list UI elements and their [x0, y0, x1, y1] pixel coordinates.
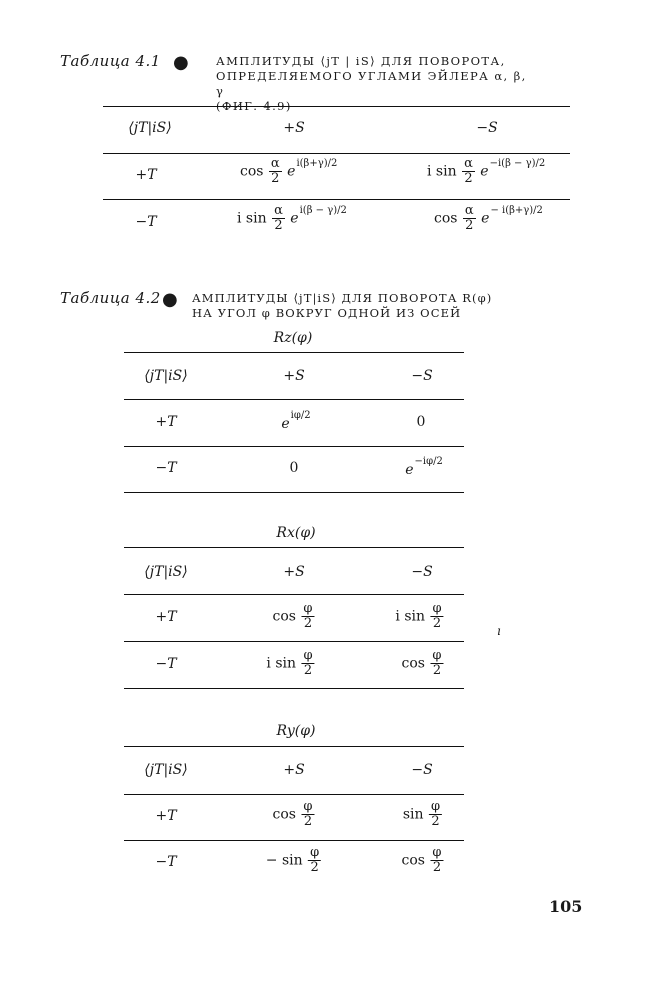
row-label: −T: [135, 214, 157, 230]
amplitude-cell: [240, 157, 337, 186]
header-cell: +S: [283, 120, 305, 136]
header-cell: −S: [411, 368, 433, 384]
fraction-denominator: 2: [303, 663, 313, 678]
fraction-denominator: 2: [310, 860, 319, 875]
exp-base: e: [405, 462, 414, 478]
fraction-numerator: φ: [432, 845, 442, 860]
fraction: [301, 602, 314, 631]
row-label: +T: [155, 609, 177, 625]
fraction-numerator: φ: [431, 799, 441, 814]
func-text: sin: [402, 806, 424, 823]
rz-heading: Rz(φ): [273, 330, 313, 346]
row-label: +T: [155, 414, 177, 430]
fraction: [301, 800, 314, 829]
func-text: i sin: [395, 608, 426, 625]
fraction: [269, 157, 282, 186]
table-4-2-title: [192, 291, 512, 321]
table-4-2-label: Таблица 4.2: [60, 289, 161, 307]
func-text: cos: [401, 852, 425, 869]
header-cell: ⟨jT|iS⟩: [144, 368, 188, 384]
fraction: [430, 649, 443, 678]
exponent: −iφ/2: [414, 456, 443, 467]
exp-base: e: [281, 416, 290, 432]
page-number: 105: [549, 897, 583, 916]
fraction-denominator: 2: [464, 171, 473, 186]
fraction-denominator: 2: [432, 663, 442, 678]
fraction: [463, 204, 476, 233]
fraction-denominator: 2: [303, 814, 313, 829]
fraction: [429, 800, 442, 829]
header-cell: +S: [283, 564, 305, 580]
table-4-1-title-line: ОПРЕДЕЛЯЕМОГО УГЛАМИ ЭЙЛЕРА α, β, γ: [216, 69, 527, 98]
fraction-denominator: 2: [432, 616, 442, 631]
table-rule: [124, 547, 464, 548]
row-label: −T: [155, 854, 177, 870]
row-label: −T: [155, 656, 177, 672]
fraction-numerator: φ: [303, 648, 313, 663]
fraction-numerator: α: [274, 203, 283, 218]
func-text: cos: [272, 806, 296, 823]
exp-base: e: [481, 210, 490, 227]
table-rule: [124, 688, 464, 689]
fraction: [462, 157, 475, 186]
amplitude-cell: [401, 846, 444, 875]
table-rule: [124, 840, 464, 841]
header-cell: −S: [476, 120, 498, 136]
fraction-numerator: φ: [303, 601, 313, 616]
row-label: +T: [155, 808, 177, 824]
amplitude-cell: 0: [289, 460, 299, 476]
func-text: cos: [240, 163, 264, 180]
table-rule: [124, 399, 464, 400]
table-rule: [103, 106, 570, 107]
fraction-denominator: 2: [271, 171, 280, 186]
amplitude-cell: [434, 204, 543, 233]
table-4-2-title-line: АМПЛИТУДЫ ⟨jT|iS⟩ ДЛЯ ПОВОРОТА R(φ): [192, 291, 493, 305]
table-rule: [124, 794, 464, 795]
fraction-numerator: φ: [303, 799, 313, 814]
table-4-1-title-line: АМПЛИТУДЫ ⟨jT | iS⟩ ДЛЯ ПОВОРОТА,: [216, 54, 506, 68]
func-text: i sin: [266, 655, 297, 672]
amplitude-cell: [237, 204, 347, 233]
func-text: i sin: [427, 163, 457, 180]
exponent: i(β − γ)/2: [299, 204, 347, 216]
exponent: iφ/2: [290, 410, 311, 421]
fraction-denominator: 2: [431, 814, 440, 829]
table-4-1-label: Таблица 4.1: [60, 52, 161, 70]
table-rule: [124, 492, 464, 493]
func-text: cos: [434, 210, 458, 227]
bullet-icon: ●: [173, 52, 189, 73]
header-cell: ⟨jT|iS⟩: [144, 564, 188, 580]
func-text: cos: [401, 655, 425, 672]
row-label: +T: [135, 167, 157, 183]
fraction-numerator: α: [464, 203, 474, 218]
bullet-icon: ●: [162, 289, 178, 310]
func-text: − sin: [265, 852, 303, 869]
func-text: cos: [272, 608, 296, 625]
table-rule: [124, 746, 464, 747]
table-rule: [124, 594, 464, 595]
header-cell: ⟨jT|iS⟩: [128, 120, 172, 136]
amplitude-cell: [272, 800, 315, 829]
fraction-numerator: φ: [432, 601, 442, 616]
func-text: i sin: [237, 210, 267, 227]
amplitude-cell: [427, 157, 545, 186]
exponent: − i(β+γ)/2: [490, 204, 543, 216]
row-label: −T: [155, 460, 177, 476]
fraction: [308, 846, 321, 875]
exp-base: e: [290, 210, 299, 227]
fraction-denominator: 2: [432, 860, 442, 875]
fraction: [301, 649, 314, 678]
amplitude-cell: [272, 602, 315, 631]
header-cell: +S: [283, 368, 305, 384]
table-rule: [124, 352, 464, 353]
rx-heading: Rx(φ): [276, 525, 316, 541]
fraction: [272, 204, 285, 233]
table-rule: [124, 641, 464, 642]
stray-mark: ı: [497, 624, 501, 638]
amplitude-cell: [403, 800, 443, 829]
header-cell: −S: [411, 564, 433, 580]
amplitude-cell: [266, 649, 315, 678]
fraction-numerator: α: [464, 156, 473, 171]
fraction-denominator: 2: [303, 616, 313, 631]
header-cell: ⟨jT|iS⟩: [144, 762, 188, 778]
fraction-numerator: φ: [432, 648, 442, 663]
ry-heading: Ry(φ): [276, 723, 316, 739]
fraction-denominator: 2: [274, 218, 283, 233]
fraction: [430, 602, 443, 631]
amplitude-cell: 0: [416, 414, 426, 430]
fraction: [430, 846, 443, 875]
fraction-denominator: 2: [465, 218, 474, 233]
header-cell: −S: [411, 762, 433, 778]
exp-base: e: [480, 163, 489, 180]
amplitude-cell: [395, 602, 444, 631]
table-rule: [124, 446, 464, 447]
amplitude-cell: [266, 846, 322, 875]
table-4-2-title-line: НА УГОЛ φ ВОКРУГ ОДНОЙ ИЗ ОСЕЙ: [192, 306, 462, 320]
amplitude-cell: [401, 649, 444, 678]
table-4-1-title-line: (ФИГ. 4.9): [216, 99, 292, 113]
exp-base: e: [287, 163, 296, 180]
table-rule: [103, 153, 570, 154]
fraction-numerator: φ: [310, 845, 320, 860]
header-cell: +S: [283, 762, 305, 778]
table-4-1-title: [216, 54, 536, 114]
table-rule: [103, 199, 570, 200]
exponent: i(β+γ)/2: [296, 157, 338, 169]
fraction-numerator: α: [270, 156, 280, 171]
exponent: −i(β − γ)/2: [489, 157, 546, 169]
